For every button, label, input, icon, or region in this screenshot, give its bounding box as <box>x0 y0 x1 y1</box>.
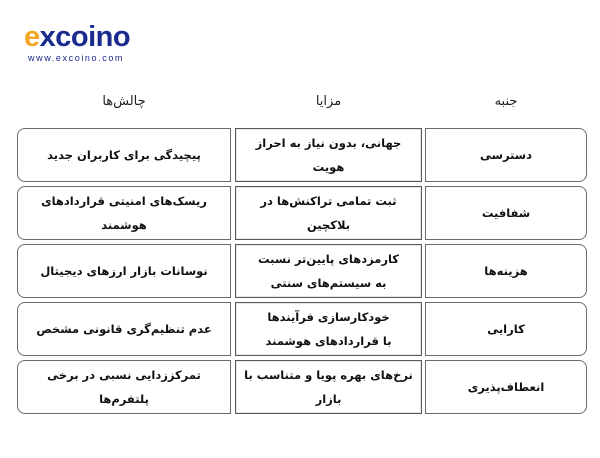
cell-challenge-row-2 <box>17 186 231 240</box>
cell-text: تمرکززدایی نسبی در برخی پلتفرم‌ها <box>47 368 201 406</box>
cell-aspect-row-2 <box>425 186 587 240</box>
cell-challenge-row-3 <box>17 244 231 298</box>
cell-text-line-2: با قراردادهای هوشمند <box>265 334 392 348</box>
header-aspect: جنبه <box>494 94 518 109</box>
cell-text-line-1: خودکارسازی فرآیندها <box>267 310 390 324</box>
cell-text: کارایی <box>487 322 525 336</box>
cell-aspect-row-3 <box>425 244 587 298</box>
cell-advantage-row-1 <box>235 128 422 182</box>
cell-aspect-row-4 <box>425 302 587 356</box>
cell-challenge-row-4 <box>17 302 231 356</box>
cell-advantage-row-3 <box>235 244 422 298</box>
cell-advantage-row-4 <box>235 302 422 356</box>
logo-wordmark-rest: xcoino <box>39 21 131 53</box>
cell-text: نوسانات بازار ارزهای دیجیتال <box>40 264 208 278</box>
cell-text: شفافیت <box>481 206 531 220</box>
cell-text: عدم تنظیم‌گری قانونی مشخص <box>36 322 212 336</box>
cell-text: ریسک‌های امنیتی قراردادهای هوشمند <box>41 194 207 232</box>
cell-text-line-1: کارمزدهای پایین‌تر نسبت <box>258 252 399 266</box>
cell-challenge-row-5 <box>17 360 231 414</box>
cell-text: دسترسی <box>480 148 533 162</box>
cell-text-line-2: به سیستم‌های سنتی <box>270 276 387 290</box>
cell-advantage-row-2 <box>235 186 422 240</box>
cell-advantage-row-5 <box>235 360 422 414</box>
cell-text: جهانی، بدون نیاز به احراز هویت <box>255 136 402 174</box>
cell-text: انعطاف‌پذیری <box>467 380 545 394</box>
cell-aspect-row-5 <box>425 360 587 414</box>
cell-text: ثبت تمامی تراکنش‌ها در بلاکچین <box>260 194 397 232</box>
cell-text: نرخ‌های بهره پویا و متناسب با بازار <box>244 368 413 406</box>
logo-coin-e-icon: e <box>24 21 40 53</box>
cell-text: پیچیدگی برای کاربران جدید <box>47 148 201 162</box>
cell-aspect-row-1 <box>425 128 587 182</box>
logo-wordmark <box>24 22 144 52</box>
logo-url: www.excoino.com <box>28 53 125 63</box>
excoino-logo <box>24 22 144 63</box>
header-advantages: مزایا <box>315 94 342 109</box>
cell-challenge-row-1 <box>17 128 231 182</box>
cell-text: هزینه‌ها <box>484 264 528 278</box>
header-challenges: چالش‌ها <box>102 94 146 109</box>
